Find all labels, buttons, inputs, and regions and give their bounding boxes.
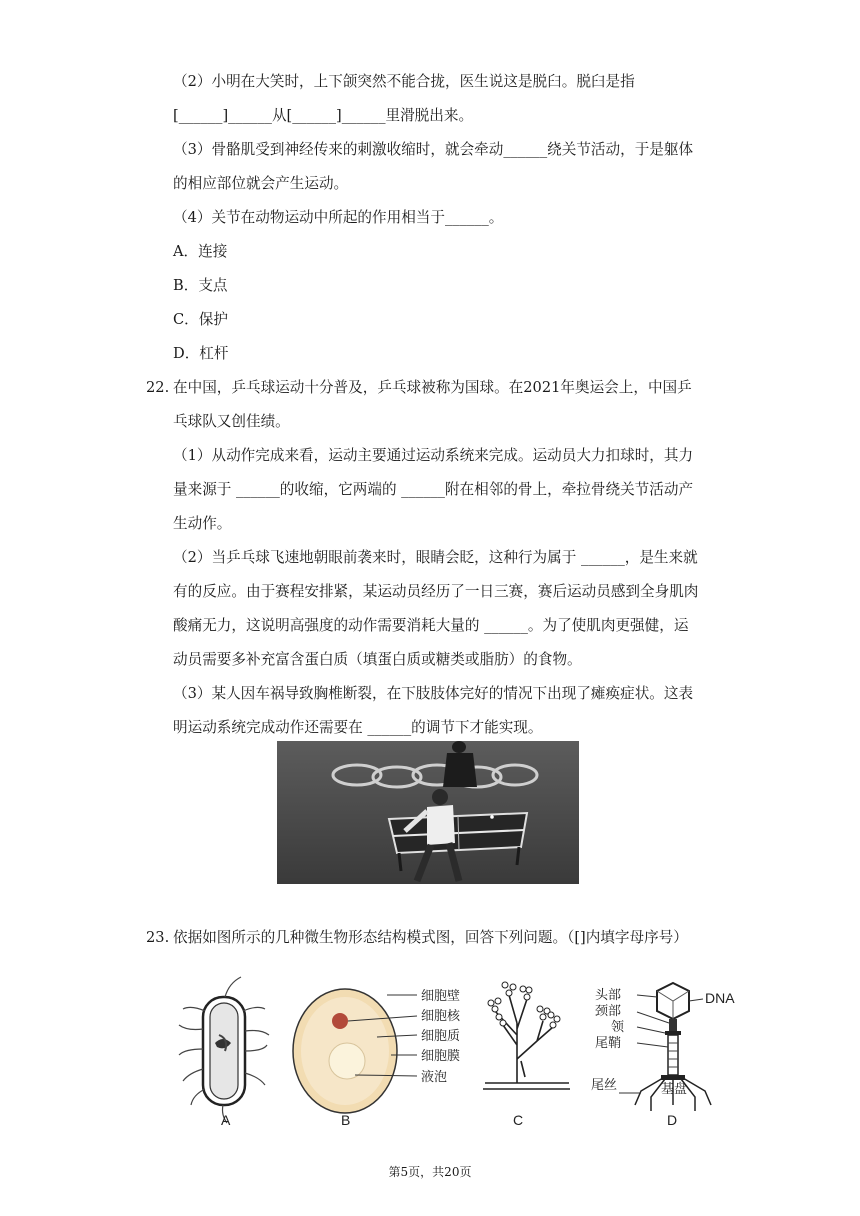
figure-b-yeast (293, 988, 461, 1113)
q21-part2-line1: （2）小明在大笑时，上下颌突然不能合拢，医生说这是脱臼。脱臼是指 (173, 73, 635, 90)
q21-part3-line2: 的相应部位就会产生运动。 (173, 175, 349, 192)
label-neck: 颈部 (595, 1003, 622, 1018)
q22-number: 22. (146, 379, 170, 396)
q22-part2-line2: 有的反应。由于赛程安排紧，某运动员经历了一日三赛，赛后运动员感到全身肌肉 (173, 583, 699, 600)
label-cytoplasm: 细胞质 (421, 1028, 461, 1043)
page-footer: 第5页，共20页 (388, 1165, 472, 1179)
figure-a-bacterium (179, 977, 269, 1123)
q21-part2-line2: [______]______从[______]______里滑脱出来。 (173, 107, 474, 124)
label-cell-membrane: 细胞膜 (421, 1048, 461, 1063)
q22-part2-line4: 动员需要多补充富含蛋白质（填蛋白质或糖类或脂肪）的食物。 (173, 651, 582, 668)
label-tail-sheath: 尾鞘 (595, 1035, 622, 1050)
figure-letter-c: C (513, 1112, 524, 1128)
figure-letter-d: D (667, 1112, 678, 1128)
label-dna: DNA (705, 990, 735, 1006)
label-nucleus: 细胞核 (421, 1008, 461, 1023)
q21-part4: （4）关节在动物运动中所起的作用相当于______。 (173, 209, 504, 226)
q22-part1-line1: （1）从动作完成来看，运动主要通过运动系统来完成。运动员大力扣球时，其力 (173, 447, 694, 464)
q21-option-d: D．杠杆 (173, 345, 229, 362)
q22-part3-line1: （3）某人因车祸导致胸椎断裂，在下肢肢体完好的情况下出现了瘫痪症状。这表 (173, 685, 694, 702)
q23-number: 23. (146, 929, 170, 946)
figure-c-mold (483, 982, 570, 1089)
microorganism-diagram (165, 965, 765, 1130)
label-tail-fiber: 尾丝 (591, 1077, 618, 1092)
figure-d-bacteriophage (591, 983, 735, 1111)
label-collar: 领 (611, 1019, 625, 1034)
label-head: 头部 (595, 987, 622, 1002)
q22-part1-line3: 生动作。 (173, 515, 232, 532)
q21-option-b: B．支点 (173, 277, 228, 294)
q23-stem: 依据如图所示的几种微生物形态结构模式图，回答下列问题。（[]内填字母序号） (173, 929, 688, 946)
label-vacuole: 液泡 (421, 1069, 448, 1084)
figure-letter-b: B (341, 1112, 351, 1128)
label-cell-wall: 细胞壁 (421, 988, 461, 1003)
q22-stem-line1: 在中国，乒乓球运动十分普及，乒乓球被称为国球。在2021年奥运会上，中国乒 (173, 379, 692, 396)
q22-part1-line2: 量来源于 ______的收缩，它两端的 ______附在相邻的骨上，牵拉骨绕关节活动产 (173, 481, 694, 498)
q22-part3-line2: 明运动系统完成动作还需要在 ______的调节下才能实现。 (173, 719, 543, 736)
table-tennis-photo (277, 741, 579, 884)
q22-part2-line3: 酸痛无力，这说明高强度的动作需要消耗大量的 ______。为了使肌肉更强健，运 (173, 617, 689, 634)
q21-part3-line1: （3）骨骼肌受到神经传来的刺激收缩时，就会牵动______绕关节活动，于是躯体 (173, 141, 694, 158)
q22-part2-line1: （2）当乒乓球飞速地朝眼前袭来时，眼睛会眨，这种行为属于 ______，是生来就 (173, 549, 698, 566)
q21-option-a: A．连接 (173, 243, 228, 260)
label-base-plate: 基盘 (661, 1081, 688, 1096)
q21-option-c: C．保护 (173, 311, 228, 328)
figure-letter-a: A (221, 1112, 231, 1128)
q22-stem-line2: 乓球队又创佳绩。 (173, 413, 290, 430)
